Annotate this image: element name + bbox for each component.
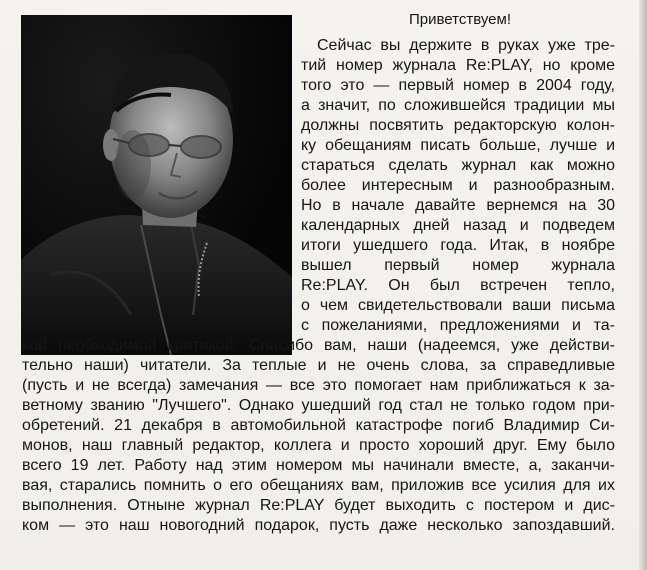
text-line: тельно наши) читатели. За теплые и не очень слова, за справедливые — [22, 357, 615, 374]
text-line: того это — первый номер в 2004 году, — [301, 77, 615, 94]
greeting-heading: Приветствуем! — [408, 11, 511, 28]
text-line: итоги ушедшего года. Итак, в ноябре — [301, 237, 615, 254]
text-line: с пожеланиями, предложениями и та- — [301, 317, 615, 334]
text-line: Но в начале давайте вернемся на 30 — [301, 197, 615, 214]
text-line: Сейчас вы держите в руках уже тре- — [317, 37, 615, 54]
text-line: ку обещаниям писать больше, лучше и — [301, 137, 615, 154]
text-line: ветному званию "Лучшего". Однако ушедший год стал не только годом при- — [22, 397, 615, 414]
text-line: кой необходимой критикой. Спасибо вам, наши (надеемся, уже действи- — [22, 337, 615, 354]
text-line: обретений. 21 декабря в автомобильной катастрофе погиб Владимир Си- — [22, 417, 615, 434]
text-line: должны посвятить редакторскую колон- — [301, 117, 615, 134]
text-line: о чем свидетельствовали ваши письма — [301, 297, 615, 314]
text-line: тий номер журнала Re:PLAY, но кроме — [301, 57, 615, 74]
text-line: календарных дней назад и подведем — [301, 217, 615, 234]
text-line: вышел первый номер журнала — [301, 257, 615, 274]
text-line: ком — это наш новогодний подарок, пусть даже несколько запоздавший. — [22, 517, 615, 534]
text-line: всего 19 лет. Работу над этим номером мы начинали вместе, а, заканчи- — [22, 457, 615, 474]
text-line: Re:PLAY. Он был встречен тепло, — [301, 277, 615, 294]
text-line: (пусть и не всегда) замечания — все это помогает нам приближаться к за- — [22, 377, 615, 394]
text-line: вая, старались помнить о его обещаниях вам, приложив все усилия для их — [22, 477, 615, 494]
text-line: стараться сделать журнал как можно — [301, 157, 615, 174]
text-line: выполнения. Отныне журнал Re:PLAY будет выходить с постером и дис- — [22, 497, 615, 514]
text-line: а значит, по сложившейся традиции мы — [301, 97, 615, 114]
text-line: монов, наш главный редактор, коллега и просто хороший друг. Ему было — [22, 437, 615, 454]
text-line: более интересным и разнообразным. — [301, 177, 615, 194]
